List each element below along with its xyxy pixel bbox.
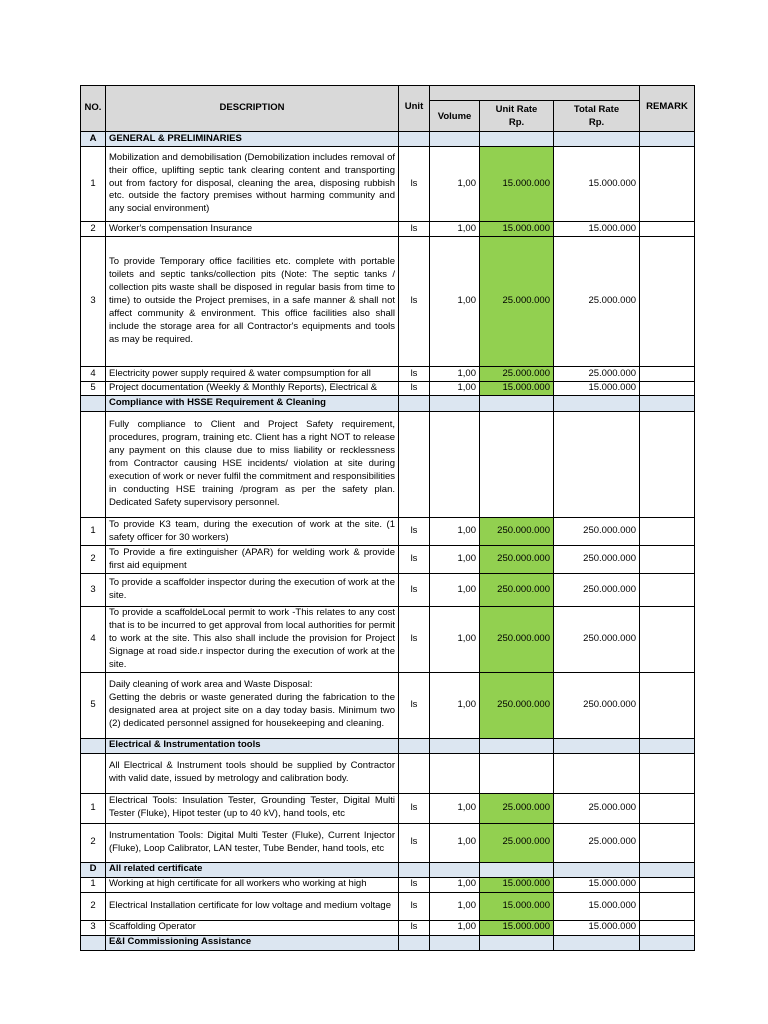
row-volume: 1,00: [430, 877, 480, 892]
row-description: Electrical Installation certificate for low voltage and medium voltage: [106, 892, 399, 920]
row-total-rate: [554, 412, 640, 518]
row-number: [81, 935, 106, 950]
row-number: [81, 412, 106, 518]
row-remark: [640, 546, 695, 574]
section-row: [81, 935, 695, 950]
row-description: Electrical Tools: Insulation Tester, Grounding Tester, Digital Multi Tester (Fluke), Hipot tester (up to 40 kV), hand tools, etc: [106, 793, 399, 823]
row-volume: 1,00: [430, 793, 480, 823]
row-unit: [399, 753, 430, 793]
bill-of-quantities-table: [80, 85, 695, 951]
row-volume: [430, 396, 480, 412]
row-number: 1: [81, 518, 106, 546]
table-row: [81, 823, 695, 862]
row-volume: [430, 738, 480, 753]
table-row: [81, 877, 695, 892]
row-unit-rate: [480, 753, 554, 793]
row-total-rate: [554, 132, 640, 147]
row-volume: 1,00: [430, 672, 480, 738]
row-unit: ls: [399, 237, 430, 367]
row-description: Electrical & Instrumentation tools: [106, 738, 399, 753]
row-remark: [640, 862, 695, 877]
row-unit: [399, 935, 430, 950]
row-number: 5: [81, 382, 106, 396]
row-unit: ls: [399, 147, 430, 222]
row-number: 2: [81, 222, 106, 237]
row-unit-rate: 250.000.000: [480, 518, 554, 546]
row-number: 2: [81, 892, 106, 920]
table-row: [81, 920, 695, 935]
row-unit-rate: 15.000.000: [480, 222, 554, 237]
row-unit: ls: [399, 892, 430, 920]
row-remark: [640, 672, 695, 738]
row-number: 2: [81, 823, 106, 862]
row-description: Daily cleaning of work area and Waste Disposal: Getting the debris or waste generated during the fabrication to the designated area at project site on a day today basis. Minimum two (2) dedicated personnel assigned for housekeeping and cleaning.: [106, 672, 399, 738]
table-row: [81, 147, 695, 222]
row-unit-rate: 250.000.000: [480, 546, 554, 574]
row-description: Project documentation (Weekly & Monthly Reports), Electrical &: [106, 382, 399, 396]
row-volume: 1,00: [430, 574, 480, 607]
row-volume: 1,00: [430, 237, 480, 367]
row-remark: [640, 367, 695, 382]
row-volume: 1,00: [430, 518, 480, 546]
row-total-rate: 15.000.000: [554, 222, 640, 237]
row-unit: [399, 862, 430, 877]
row-number: 2: [81, 546, 106, 574]
row-volume: 1,00: [430, 607, 480, 673]
table-row: [81, 892, 695, 920]
row-unit-rate: 25.000.000: [480, 823, 554, 862]
row-remark: [640, 920, 695, 935]
row-number: [81, 738, 106, 753]
row-unit-rate: 15.000.000: [480, 147, 554, 222]
section-row: [81, 132, 695, 147]
table-row: [81, 607, 695, 673]
table-header: [81, 86, 695, 132]
row-remark: [640, 935, 695, 950]
row-unit: ls: [399, 607, 430, 673]
row-remark: [640, 892, 695, 920]
row-number: 3: [81, 920, 106, 935]
row-number: 1: [81, 793, 106, 823]
row-remark: [640, 607, 695, 673]
row-unit: ls: [399, 793, 430, 823]
table-row: [81, 222, 695, 237]
row-unit: ls: [399, 920, 430, 935]
row-number: 1: [81, 877, 106, 892]
row-total-rate: 25.000.000: [554, 823, 640, 862]
row-remark: [640, 412, 695, 518]
row-unit-rate: 25.000.000: [480, 237, 554, 367]
table-row: [81, 367, 695, 382]
row-unit-rate: [480, 862, 554, 877]
row-unit: [399, 132, 430, 147]
row-remark: [640, 793, 695, 823]
row-volume: 1,00: [430, 546, 480, 574]
row-description: Mobilization and demobilisation (Demobilization includes removal of their office, uplifting septic tank clearing content and transporting out from factory for disposal, cleaning the area, disposing rubbish etc. outside the factory premises without harming community and any social environment): [106, 147, 399, 222]
row-number: 4: [81, 367, 106, 382]
row-description: Electricity power supply required & water compsumption for all: [106, 367, 399, 382]
row-total-rate: 250.000.000: [554, 574, 640, 607]
row-description: To provide a scaffolder inspector during the execution of work at the site.: [106, 574, 399, 607]
row-number: A: [81, 132, 106, 147]
row-description: To provide K3 team, during the execution of work at the site. (1 safety officer for 30 workers): [106, 518, 399, 546]
section-row: [81, 738, 695, 753]
row-description: To Provide a fire extinguisher (APAR) for welding work & provide first aid equipment: [106, 546, 399, 574]
row-volume: 1,00: [430, 920, 480, 935]
row-unit-rate: 250.000.000: [480, 607, 554, 673]
table-row: [81, 574, 695, 607]
row-volume: [430, 862, 480, 877]
row-volume: 1,00: [430, 823, 480, 862]
row-unit: ls: [399, 877, 430, 892]
row-remark: [640, 823, 695, 862]
header-unit-rate: Unit Rate Rp.: [480, 101, 554, 132]
row-remark: [640, 132, 695, 147]
row-unit-rate: 15.000.000: [480, 920, 554, 935]
row-unit: [399, 396, 430, 412]
row-volume: 1,00: [430, 892, 480, 920]
row-description: Working at high certificate for all workers who working at high: [106, 877, 399, 892]
row-total-rate: 25.000.000: [554, 237, 640, 367]
row-description: E&I Commissioning Assistance: [106, 935, 399, 950]
row-number: D: [81, 862, 106, 877]
header-unit: Unit: [399, 86, 430, 132]
header-no: NO.: [81, 86, 106, 132]
row-description: All related certificate: [106, 862, 399, 877]
row-total-rate: 250.000.000: [554, 518, 640, 546]
row-number: [81, 396, 106, 412]
row-number: 1: [81, 147, 106, 222]
row-number: 4: [81, 607, 106, 673]
row-description: Instrumentation Tools: Digital Multi Tester (Fluke), Current Injector (Fluke), Loop Calibrator, LAN tester, Tube Bender, hand tools, etc: [106, 823, 399, 862]
row-total-rate: 250.000.000: [554, 607, 640, 673]
row-total-rate: [554, 738, 640, 753]
row-unit: ls: [399, 518, 430, 546]
row-remark: [640, 382, 695, 396]
row-volume: [430, 753, 480, 793]
row-unit: ls: [399, 546, 430, 574]
row-volume: 1,00: [430, 222, 480, 237]
row-description: Fully compliance to Client and Project Safety requirement, procedures, program, training etc. Client has a right NOT to release any payment on this clause due to miss liability or recklessness from Contractor causing HSE incidents/ violation at site during execution of work or never fulfil the commitment and responsibilities in conducting HSE training /program as per the safety plan. Dedicated Safety supervisory personnel.: [106, 412, 399, 518]
row-unit-rate: 15.000.000: [480, 382, 554, 396]
row-description: To provide Temporary office facilities etc. complete with portable toilets and septic tanks/collection pits (Note: The septic tanks / collection pits waste shall be disposed in regular basis from time to time) to outside the Project premises, in a safe manner & shall not affect community & environment. This office facilities also shall include the storage area for all Contractor's equipments and tools as may be required.: [106, 237, 399, 367]
table-row: [81, 793, 695, 823]
row-total-rate: 250.000.000: [554, 546, 640, 574]
row-remark: [640, 237, 695, 367]
row-description: GENERAL & PRELIMINARIES: [106, 132, 399, 147]
row-unit-rate: [480, 738, 554, 753]
header-group-spacer: [430, 86, 640, 101]
row-remark: [640, 877, 695, 892]
row-total-rate: 15.000.000: [554, 877, 640, 892]
row-unit: ls: [399, 222, 430, 237]
section-row: [81, 862, 695, 877]
row-number: 5: [81, 672, 106, 738]
row-unit-rate: [480, 132, 554, 147]
row-remark: [640, 147, 695, 222]
row-unit-rate: [480, 412, 554, 518]
row-total-rate: 15.000.000: [554, 892, 640, 920]
row-unit-rate: 25.000.000: [480, 367, 554, 382]
row-total-rate: 15.000.000: [554, 920, 640, 935]
row-description: Compliance with HSSE Requirement & Cleaning: [106, 396, 399, 412]
row-total-rate: [554, 753, 640, 793]
row-total-rate: [554, 935, 640, 950]
row-unit-rate: 250.000.000: [480, 574, 554, 607]
row-unit-rate: [480, 935, 554, 950]
row-total-rate: [554, 396, 640, 412]
table-row: [81, 546, 695, 574]
table-row: [81, 518, 695, 546]
row-remark: [640, 222, 695, 237]
row-unit: [399, 738, 430, 753]
row-unit-rate: 25.000.000: [480, 793, 554, 823]
row-number: 3: [81, 574, 106, 607]
row-remark: [640, 738, 695, 753]
row-unit: [399, 412, 430, 518]
table-row: [81, 237, 695, 367]
table-row: [81, 382, 695, 396]
row-number: [81, 753, 106, 793]
row-unit-rate: 15.000.000: [480, 892, 554, 920]
table-row: [81, 672, 695, 738]
table-body: [81, 132, 695, 951]
row-total-rate: 15.000.000: [554, 382, 640, 396]
row-description: All Electrical & Instrument tools should be supplied by Contractor with valid date, issued by metrology and calibration body.: [106, 753, 399, 793]
row-description: Worker's compensation Insurance: [106, 222, 399, 237]
row-remark: [640, 396, 695, 412]
header-remark: REMARK: [640, 86, 695, 132]
row-total-rate: 15.000.000: [554, 147, 640, 222]
row-total-rate: 250.000.000: [554, 672, 640, 738]
section-row: [81, 396, 695, 412]
row-unit: ls: [399, 382, 430, 396]
header-description: DESCRIPTION: [106, 86, 399, 132]
row-remark: [640, 518, 695, 546]
row-volume: [430, 935, 480, 950]
row-unit: ls: [399, 672, 430, 738]
row-description: To provide a scaffoldeLocal permit to work -This relates to any cost that is to be incurred to get approval from local authorities for permit to work at the site. This also shall include the provision for Project Signage at road side.r inspector during the execution of work at the site.: [106, 607, 399, 673]
row-unit-rate: 250.000.000: [480, 672, 554, 738]
row-remark: [640, 753, 695, 793]
row-description: Scaffolding Operator: [106, 920, 399, 935]
row-unit-rate: [480, 396, 554, 412]
row-total-rate: [554, 862, 640, 877]
row-volume: 1,00: [430, 147, 480, 222]
row-volume: [430, 132, 480, 147]
note-row: [81, 753, 695, 793]
row-unit-rate: 15.000.000: [480, 877, 554, 892]
row-volume: [430, 412, 480, 518]
row-unit: ls: [399, 367, 430, 382]
row-total-rate: 25.000.000: [554, 793, 640, 823]
note-row: [81, 412, 695, 518]
row-total-rate: 25.000.000: [554, 367, 640, 382]
row-unit: ls: [399, 823, 430, 862]
header-volume: Volume: [430, 101, 480, 132]
header-total-rate: Total Rate Rp.: [554, 101, 640, 132]
row-remark: [640, 574, 695, 607]
row-unit: ls: [399, 574, 430, 607]
row-volume: 1,00: [430, 367, 480, 382]
row-volume: 1,00: [430, 382, 480, 396]
row-number: 3: [81, 237, 106, 367]
